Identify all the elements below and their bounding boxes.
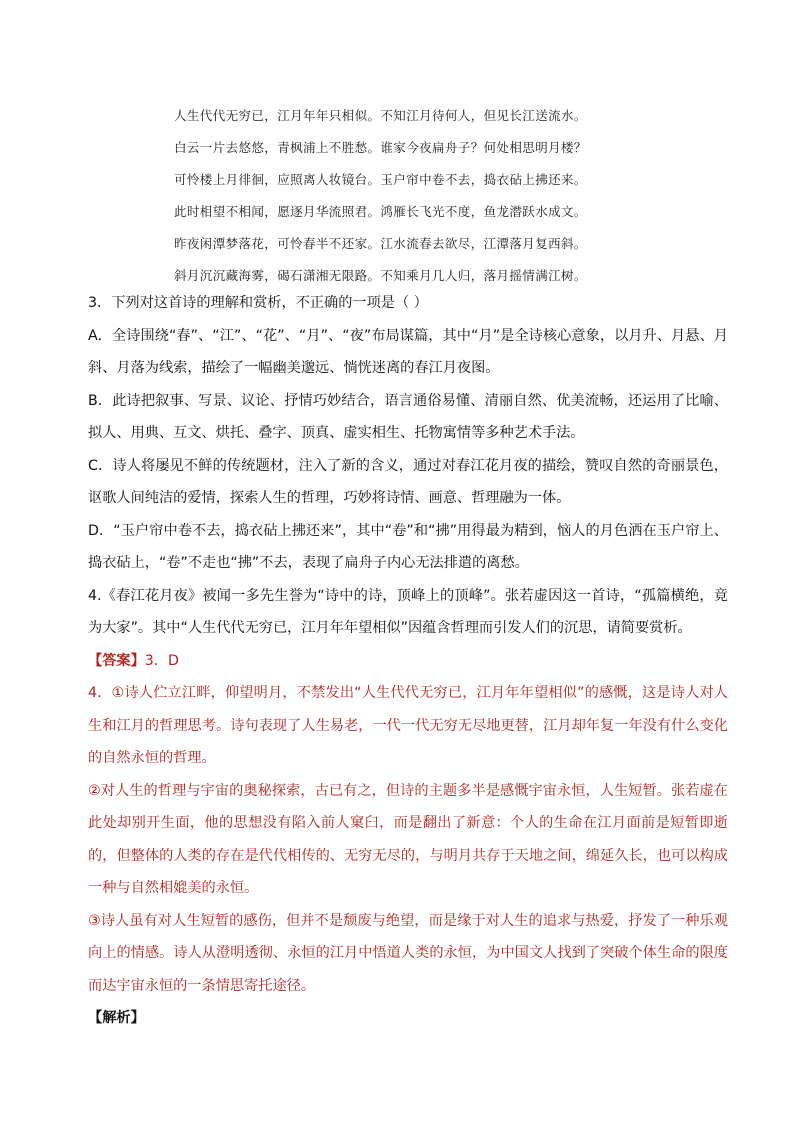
answer-label: 【答案】 [88,652,145,669]
answer-q4-point-3: ③诗人虽有对人生短暂的感伤，但并不是颓废与绝望，而是缘于对人生的追求与热爱，抒发了一种乐观向上的情感。诗人从澄明透彻、永恒的江月中悟道人类的永恒，为中国文人找到了突破个体生命的限度而达宇宙永恒的一条情思寄托途径。 [88,912,728,994]
poem-line: 此时相望不相闻，愿逐月华流照君。鸿雁长飞光不度，鱼龙潜跃水成文。 [174,204,587,219]
answer-q4-point-1: 4．①诗人伫立江畔，仰望明月，不禁发出“人生代代无穷已，江月年年望相似”的感慨，这是诗人对人生和江月的哲理思考。诗句表现了人生易老，一代一代无穷无尽地更替，江月却年复一年没有什么变化的自然永恒的哲理。 [88,685,728,766]
poem-line: 人生代代无穷已，江月年年只相似。不知江月待何人，但见长江送流水。 [174,108,587,123]
poem-block [174,100,634,292]
answer-q4-point-2: ②对人生的哲理与宇宙的奥秘探索，古已有之，但诗的主题多半是感慨宇宙永恒，人生短暂。张若虚在此处却别开生面，他的思想没有陷入前人窠臼，而是翻出了新意：个人的生命在江月面前是短暂即逝的，但整体的人类的存在是代代相传的、无穷无尽的，与明月共存于天地之间，绵延久长，也可以构成一种与自然相媲美的永恒。 [88,782,728,896]
analysis-label: 【解析】 [88,1010,145,1026]
option-a: A．全诗围绕“春”、“江”、“花”、“月”、“夜”布局谋篇，其中“月”是全诗核心意象，以月升、月悬、月斜、月落为线索，描绘了一幅幽美邈远、惝恍迷离的春江月夜图。 [88,327,728,376]
answer-q3: 3．D [144,652,179,669]
question-3: 3．下列对这首诗的理解和赏析，不正确的一项是（ ） [88,295,428,311]
poem-line: 斜月沉沉藏海雾，碣石潇湘无限路。不知乘月几人归，落月摇情满江树。 [174,268,587,283]
poem-line: 可怜楼上月徘徊，应照离人妆镜台。玉户帘中卷不去，捣衣砧上拂还来。 [174,172,587,187]
option-b: B．此诗把叙事、写景、议论、抒情巧妙结合，语言通俗易懂、清丽自然、优美流畅，还运用了比喻、拟人、用典、互文、烘托、叠字、顶真、虚实相生、托物寓情等多种艺术手法。 [88,392,728,441]
poem-line: 白云一片去悠悠，青枫浦上不胜愁。谁家今夜扁舟子？何处相思明月楼？ [174,140,587,155]
poem-line: 昨夜闲潭梦落花，可怜春半不还家。江水流春去欲尽，江潭落月复西斜。 [174,236,587,251]
question-content [88,287,728,1035]
option-d: D．“玉户帘中卷不去，捣衣砧上拂还来”，其中“卷”和“拂”用得最为精到，恼人的月色洒在玉户帘上、捣衣砧上，“卷”不走也“拂”不去，表现了扁舟子内心无法排遣的离愁。 [88,522,728,571]
option-c: C．诗人将屡见不鲜的传统题材，注入了新的含义，通过对春江花月夜的描绘，赞叹自然的奇丽景色，讴歌人间纯洁的爱情，探索人生的哲理，巧妙将诗情、画意、哲理融为一体。 [88,457,728,506]
answer-header [88,645,728,678]
question-4: 4.《春江花月夜》被闻一多先生誉为“诗中的诗，顶峰上的顶峰”。张若虚因这一首诗，“孤篇横绝，竟为大家”。其中“人生代代无穷已，江月年年望相似”因蕴含哲理而引发人们的沉思，请简要赏析。 [88,587,728,636]
